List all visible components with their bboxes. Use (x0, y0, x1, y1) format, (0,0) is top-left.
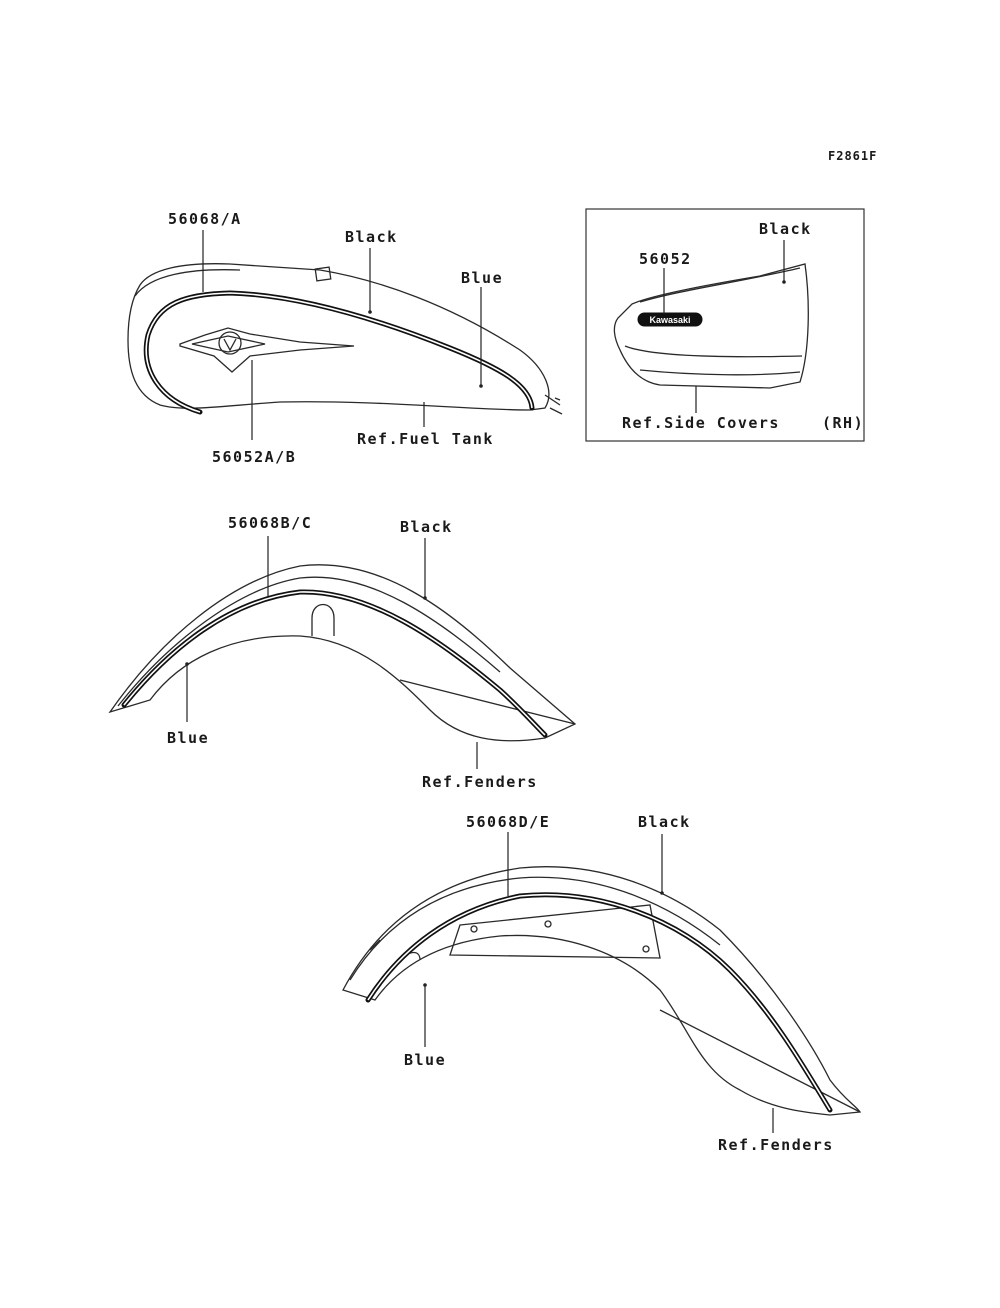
figure-code: F2861F (828, 149, 878, 163)
fuel-tank-emblem-part-label: 56052A/B (212, 448, 297, 466)
fuel-tank-black-label: Black (345, 228, 398, 246)
side-cover-black-label: Black (759, 220, 812, 238)
front-fender-drawing (110, 565, 575, 741)
fuel-tank-reference-label: Ref.Fuel Tank (357, 430, 494, 448)
rear-fender-reference-label: Ref.Fenders (718, 1136, 834, 1154)
side-cover-inset-frame (586, 209, 864, 441)
front-fender-reference-label: Ref.Fenders (422, 773, 538, 791)
rear-fender-blue-label: Blue (404, 1051, 447, 1069)
rear-fender-black-label: Black (638, 813, 691, 831)
side-cover-part-label: 56052 (639, 250, 692, 268)
front-fender-black-label: Black (400, 518, 453, 536)
fuel-tank-blue-label: Blue (461, 269, 504, 287)
fuel-tank-stripe-part-label: 56068/A (168, 210, 242, 228)
rear-fender-part-label: 56068D/E (466, 813, 551, 831)
side-cover-reference-label: Ref.Side Covers (622, 414, 780, 432)
rear-fender-drawing (343, 867, 860, 1115)
front-fender-blue-label: Blue (167, 729, 210, 747)
side-cover-drawing (614, 264, 808, 388)
front-fender-part-label: 56068B/C (228, 514, 313, 532)
side-cover-side-label: (RH) (822, 414, 865, 432)
kawasaki-logo-text: Kawasaki (649, 315, 691, 325)
